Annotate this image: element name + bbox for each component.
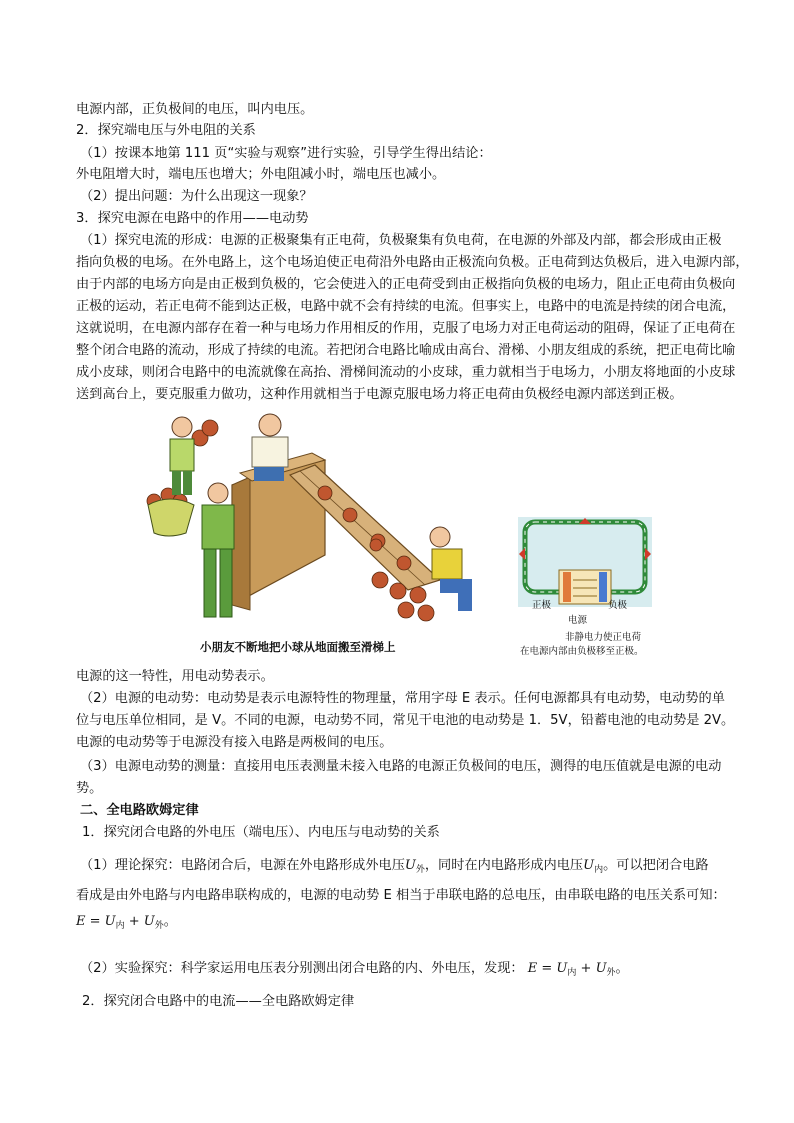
text-line: （3）电源电动势的测量：直接用电压表测量未接入电路的电源正负极间的电压，测得的电压值就是电源的电动 bbox=[80, 759, 722, 774]
text-span: （1）理论探究：电路闭合后，电源在外电路形成外电压 bbox=[80, 858, 405, 873]
circuit-diagram bbox=[515, 514, 655, 610]
positive-terminal-label: 正极 bbox=[532, 600, 552, 611]
text-line: 3．探究电源在电路中的作用——电动势 bbox=[76, 211, 309, 226]
child-on-platform bbox=[252, 414, 288, 481]
text-line: 2．探究端电压与外电阻的关系 bbox=[76, 123, 256, 138]
text-line: 正极的运动，若正电荷不能到达正极，电路中就不会有持续的电流。但事实上，电路中的电流是持续的闭合电流， bbox=[76, 299, 736, 314]
u-in-symbol: $U_内$ bbox=[583, 858, 604, 875]
text-line: 看成是由外电路与内电路串联构成的，电源的电动势 E 相当于串联电路的总电压，由串联电路的电压关系可知： bbox=[76, 888, 726, 903]
text-line: 电源内部，正负极间的电压，叫内电压。 bbox=[76, 102, 314, 117]
text-span: ，同时在内电路形成内电压 bbox=[424, 858, 584, 873]
text-line: 电源的电动势等于电源没有接入电路是两极间的电压。 bbox=[76, 735, 393, 750]
negative-terminal-label: 负极 bbox=[608, 600, 628, 611]
text-line: （2）电源的电动势：电动势是表示电源特性的物理量，常用字母 E 表示。任何电源都具有电动势，电动势的单 bbox=[80, 691, 725, 706]
text-line: 1．探究闭合电路的外电压（端电压）、内电压与电动势的关系 bbox=[82, 825, 440, 840]
u-out-symbol: $U_外$ bbox=[404, 858, 425, 875]
text-span: 。可以把闭合电路 bbox=[603, 858, 709, 873]
child-left-standing bbox=[202, 483, 234, 617]
text-line: 由于内部的电场方向是由正极到负极的，它会使进入的正电荷受到由正极指向负极的电场力，阻止正电荷由负极向 bbox=[76, 277, 736, 292]
child-top-left bbox=[170, 417, 194, 495]
text-line: 位与电压单位相同，是 V。不同的电源，电动势不同，常见干电池的电动势是 1．5V，铅蓄电池的电动势是 2V。 bbox=[76, 713, 735, 728]
formula-line bbox=[76, 911, 177, 937]
theory-line bbox=[80, 855, 709, 881]
text-line: （1）探究电流的形成：电源的正极聚集有正电荷，负极聚集有负电荷，在电源的外部及内部，都会形成由正极 bbox=[80, 233, 722, 248]
text-line: 电源的这一特性，用电动势表示。 bbox=[76, 669, 274, 684]
power-source-label: 电源 bbox=[568, 615, 588, 626]
text-line: 这就说明，在电源内部存在着一种与电场力作用相反的作用，克服了电场力对正电荷运动的阻碍，保证了正电荷在 bbox=[76, 321, 736, 336]
emf-formula: $E = U_内 + U_外$ bbox=[527, 961, 616, 978]
left-figure-caption: 小朋友不断地把小球从地面搬至滑梯上 bbox=[200, 640, 396, 654]
right-figure-caption-2: 在电源内部由负极移至正极。 bbox=[520, 646, 644, 657]
text-line: 2．探究闭合电路中的电流——全电路欧姆定律 bbox=[82, 994, 355, 1009]
text-span: 。 bbox=[615, 961, 629, 976]
text-line: 指向负极的电场。在外电路上，这个电场迫使正电荷沿外电路由正极流向负极。正电荷到达负极后，进入电源内部， bbox=[76, 255, 749, 270]
experiment-line bbox=[80, 958, 629, 984]
text-line: （1）按课本地第 111 页“实验与观察”进行实验，引导学生得出结论： bbox=[80, 146, 492, 161]
text-line: 外电阻增大时，端电压也增大；外电阻减小时，端电压也减小。 bbox=[76, 167, 446, 182]
text-span: 。 bbox=[163, 914, 177, 929]
text-line: 势。 bbox=[76, 781, 103, 796]
text-line: 送到高台上，要克服重力做功，这种作用就相当于电源克服电场力将正电荷由负极经电源内部送到正极。 bbox=[76, 387, 683, 402]
text-line: （2）提出问题：为什么出现这一现象？ bbox=[80, 189, 313, 204]
emf-formula: $E = U_内 + U_外$ bbox=[76, 914, 164, 931]
text-span: （2）实验探究：科学家运用电压表分别测出闭合电路的内、外电压，发现： bbox=[80, 961, 524, 976]
right-figure-caption-1: 非静电力使正电荷 bbox=[565, 632, 642, 643]
section-heading: 二、全电路欧姆定律 bbox=[80, 803, 199, 818]
text-line: 整个闭合电路的流动，形成了持续的电流。若把闭合电路比喻成由高台、滑梯、小朋友组成的系统，把正电荷比喻 bbox=[76, 343, 736, 358]
child-right-kneeling bbox=[430, 527, 472, 611]
slide-illustration bbox=[140, 405, 500, 633]
text-line: 成小皮球，则闭合电路中的电流就像在高抬、滑梯间流动的小皮球，重力就相当于电场力，小朋友将地面的小皮球 bbox=[76, 365, 736, 380]
